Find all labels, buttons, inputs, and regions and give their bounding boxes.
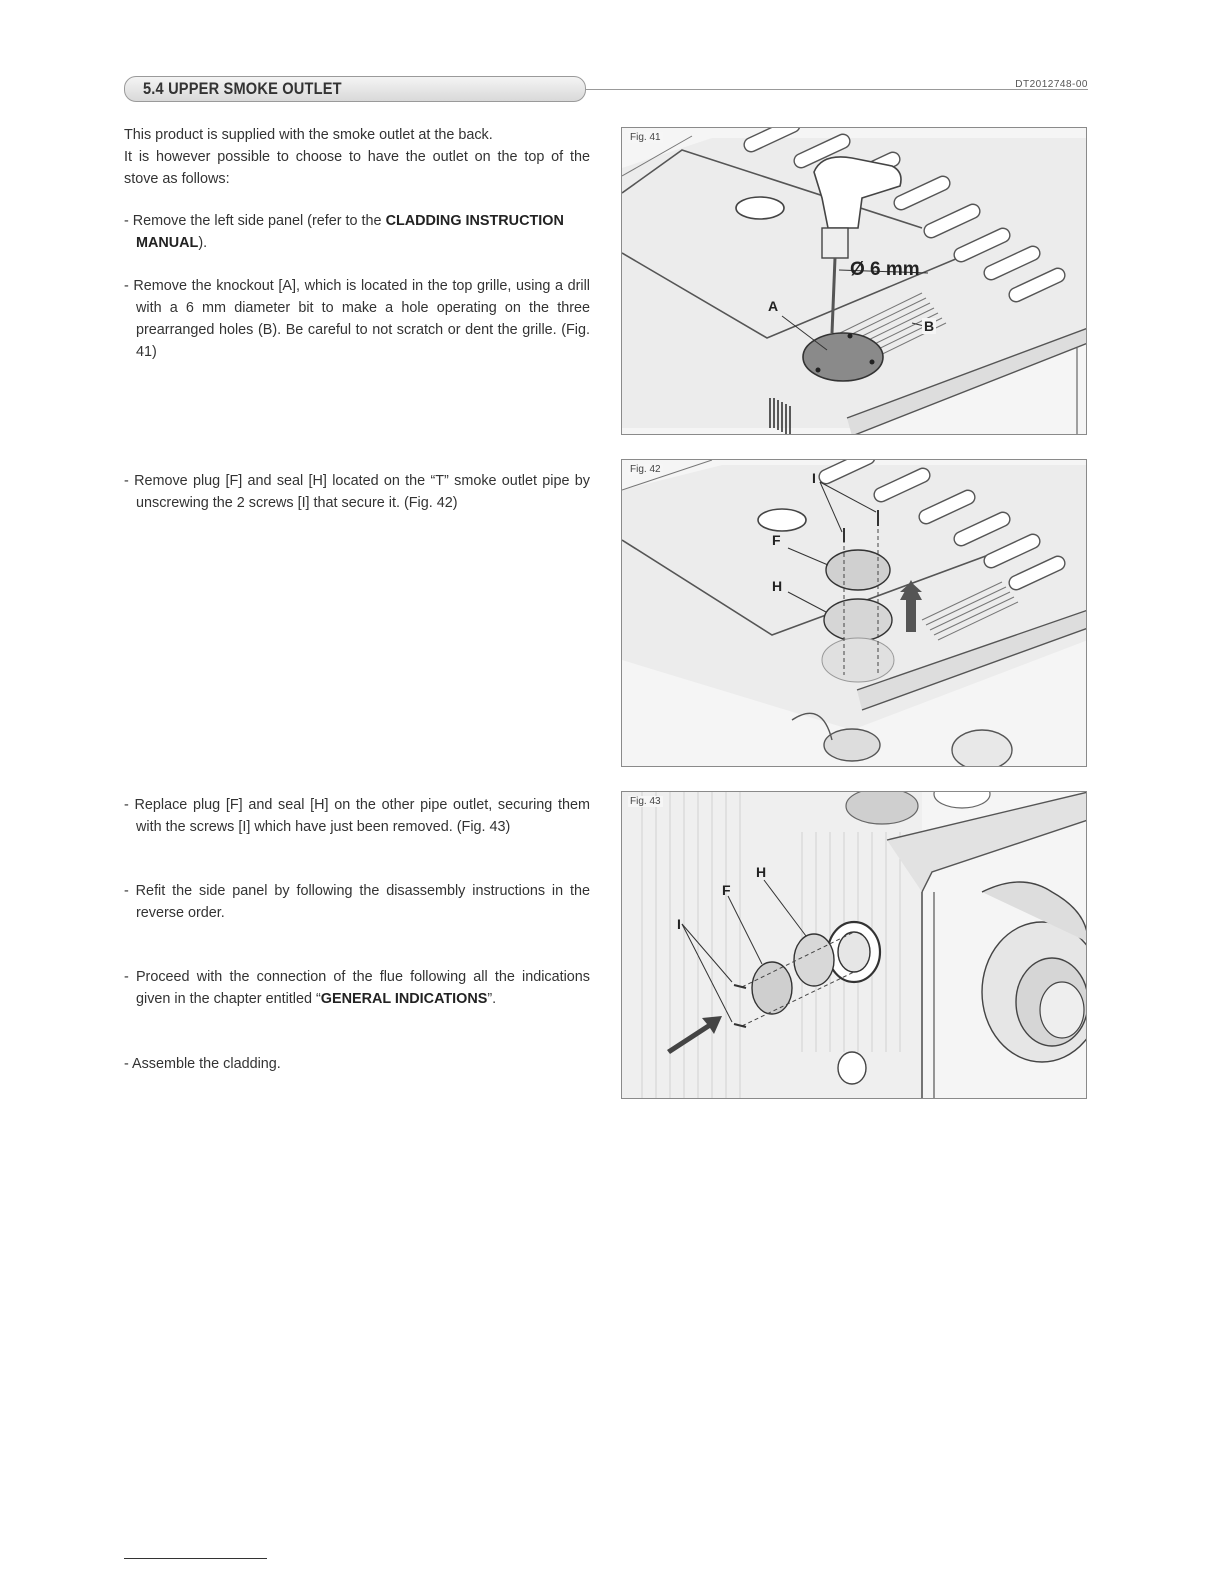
- step-connect-flue: [124, 966, 590, 1010]
- intro-line-3: stove as follows:: [124, 171, 230, 187]
- figure-41-drawing: [622, 128, 1087, 435]
- step5-text: - Refit the side panel by following the disassembly instructions in the reverse order.: [124, 883, 590, 921]
- callout-a: A: [768, 298, 779, 314]
- callout-h: H: [772, 578, 783, 594]
- step6-bold: GENERAL INDICATIONS: [320, 991, 488, 1007]
- intro-line-1: This product is supplied with the smoke outlet at the back.: [124, 127, 493, 143]
- figure-42-drawing: [622, 460, 1087, 767]
- footer-rule: [124, 1558, 267, 1559]
- step2-text: - Remove the knockout [A], which is located in the top grille, using a drill with a 6 mm diameter bit to make a hole operating on the three prearranged holes (B). Be careful to not scratch or dent the grille. (Fig. 41): [124, 278, 590, 360]
- step1-text: - Remove the left side panel (refer to the: [124, 213, 386, 229]
- intro-line-2: It is however possible to choose to have the outlet on the top of the: [124, 149, 590, 165]
- figure-42-label: Fig. 42: [630, 464, 661, 475]
- step-assemble-cladding: [124, 1053, 590, 1075]
- step1-bold: CLADDING INSTRUCTION: [385, 213, 564, 229]
- figure-43: [621, 791, 1087, 1099]
- intro-paragraph: [124, 124, 590, 190]
- step6-text: - Proceed with the connection of the flue following all the indications given in the chapter entitled “: [124, 969, 590, 1007]
- step4-text: - Replace plug [F] and seal [H] on the other pipe outlet, securing them with the screws [I] which have just been removed. (Fig. 43): [124, 797, 590, 835]
- figure-42: [621, 459, 1087, 767]
- header-rule: [586, 89, 1088, 90]
- callout-i: I: [677, 916, 681, 932]
- callout-f: F: [722, 882, 731, 898]
- step6-suffix: ”.: [487, 991, 497, 1007]
- document-code: DT2012748-00: [1015, 79, 1088, 90]
- callout-b: B: [924, 318, 935, 334]
- figure-41-label: Fig. 41: [630, 132, 661, 143]
- step-remove-plug: [124, 470, 590, 514]
- section-title: 5.4 UPPER SMOKE OUTLET: [143, 79, 342, 98]
- section-header: [124, 76, 586, 102]
- step3-text: - Remove plug [F] and seal [H] located on the “T” smoke outlet pipe by unscrewing the 2 screws [I] that secure it. (Fig. 42): [124, 473, 590, 511]
- step1-suffix: ).: [198, 235, 208, 251]
- callout-h: H: [756, 864, 767, 880]
- drill-diameter-label: Ø 6 mm: [850, 259, 920, 280]
- step-remove-knockout: [124, 275, 590, 363]
- figure-43-drawing: [622, 792, 1087, 1099]
- step1-bold2: MANUAL: [136, 235, 199, 251]
- figure-41: [621, 127, 1087, 435]
- callout-f: F: [772, 532, 781, 548]
- figure-43-label: Fig. 43: [630, 796, 661, 807]
- step-replace-plug: [124, 794, 590, 838]
- step7-text: - Assemble the cladding.: [124, 1056, 281, 1072]
- step-refit-panel: [124, 880, 590, 924]
- step-remove-side-panel: [124, 210, 590, 254]
- callout-i: I: [812, 470, 816, 486]
